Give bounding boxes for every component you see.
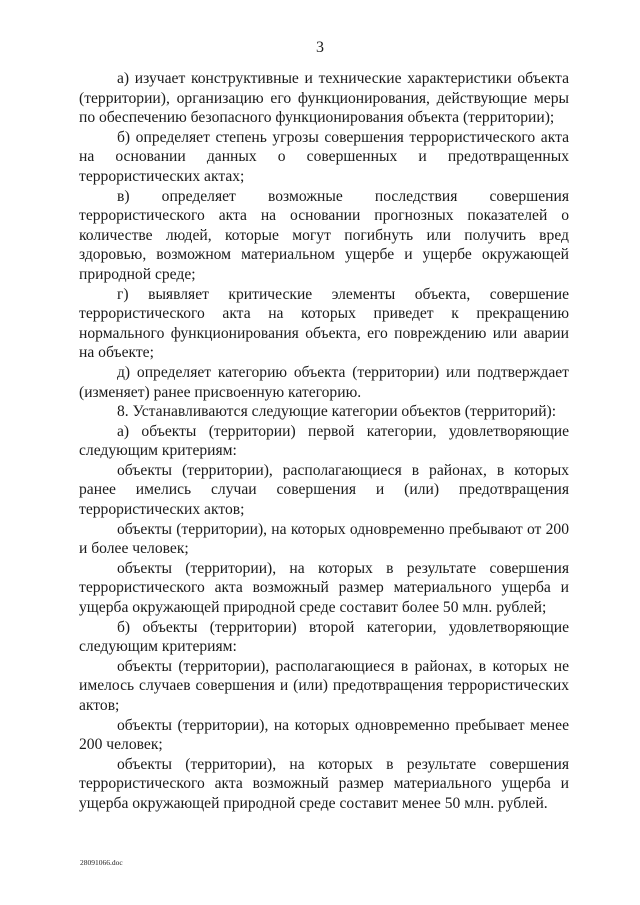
paragraph-a-studies: а) изучает конструктивные и технические характеристики объекта (территории), организацию его функционирования, действующие меры по обеспечению безопасного функционирования объекта (территории); xyxy=(79,70,569,127)
paragraph-first-category: а) объекты (территории) первой категории, удовлетворяющие следующим критериям: xyxy=(79,422,569,460)
criterion-first-people: объекты (территории), на которых одновременно пребывают от 200 и более человек; xyxy=(79,520,569,558)
footer-filename: 28091066.doc xyxy=(80,858,123,867)
criterion-first-damage: объекты (территории), на которых в результате совершения террористического акта возможный размер материального ущерба и ущерба окружающей природной среде составит более 50 млн. рублей; xyxy=(79,559,569,617)
criterion-second-people: объекты (территории), на которых одновременно пребывает менее 200 человек; xyxy=(79,716,569,754)
paragraph-g-critical-elements: г) выявляет критические элементы объекта, совершение террористического акта на которых приведет к прекращению нормального функционирования объекта, его повреждению или аварии на объекте; xyxy=(79,285,569,362)
criterion-second-damage: объекты (территории), на которых в результате совершения террористического акта возможный размер материального ущерба и ущерба окружающей природной среде составит менее 50 млн. рублей. xyxy=(79,755,569,812)
criterion-first-districts: объекты (территории), располагающиеся в районах, в которых ранее имелись случаи совершения и (или) предотвращения террористических актов; xyxy=(79,461,569,519)
paragraph-d-category: д) определяет категорию объекта (территории) или подтверждает (изменяет) ранее присвоенную категорию. xyxy=(79,363,569,401)
paragraph-second-category: б) объекты (территории) второй категории, удовлетворяющие следующим критериям: xyxy=(79,618,569,656)
page-number: 3 xyxy=(316,39,324,56)
document-body xyxy=(79,69,569,814)
paragraph-v-consequences: в) определяет возможные последствия совершения террористического акта на основании прогнозных показателей о количестве людей, которые могут погибнуть или получить вред здоровью, возможном материальном ущербе и ущербе окружающей природной среде; xyxy=(79,187,569,283)
paragraph-8-categories: 8. Устанавливаются следующие категории объектов (территорий): xyxy=(117,403,557,421)
criterion-second-districts: объекты (территории), располагающиеся в районах, в которых не имелось случаев совершения и (или) предотвращения террористических актов; xyxy=(79,657,569,714)
paragraph-b-threat-degree: б) определяет степень угрозы совершения террористического акта на основании данных о совершенных и предотвращенных террористических актах; xyxy=(79,128,569,185)
